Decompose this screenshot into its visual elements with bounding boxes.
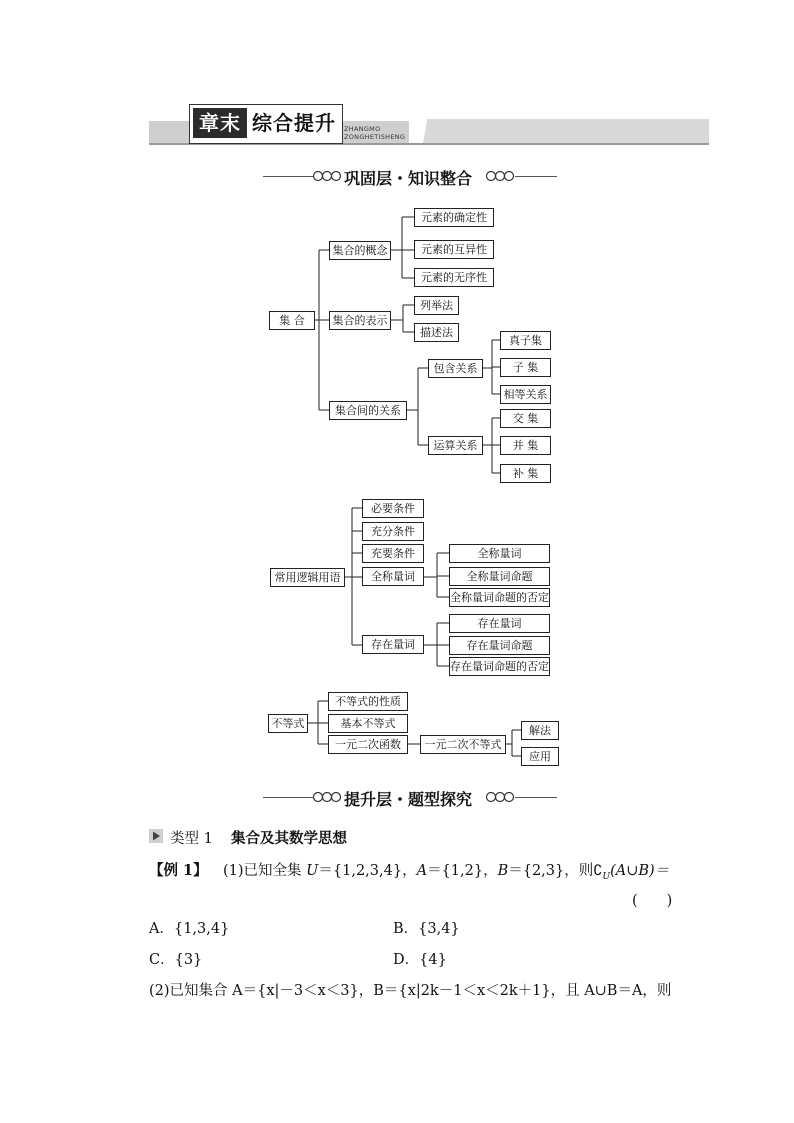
node-necessary-condition: 必要条件 [362, 499, 424, 518]
node-complement: 补 集 [500, 464, 551, 483]
section-rule-right [515, 797, 557, 798]
section-title-explore: 提升层・题型探究 [344, 790, 473, 809]
node-sufficient-condition: 充分条件 [362, 522, 424, 541]
node-intersection: 交 集 [500, 409, 551, 428]
node-listing-method: 列举法 [414, 296, 459, 315]
node-description-method: 描述法 [414, 323, 459, 342]
node-logic-root: 常用逻辑用语 [270, 568, 345, 587]
option-a: A．{1,3,4} [149, 921, 230, 937]
banner-pinyin-1: ZHANGMO [344, 125, 381, 133]
banner-pinyin-2: ZONGHETISHENG [344, 133, 406, 141]
node-equality-relation: 相等关系 [500, 385, 551, 404]
question-2-stem: (2)已知集合 A＝{x|－3＜x＜3}，B＝{x|2k－1＜x＜2k＋1}，且 A∪B＝A，则 [149, 983, 672, 999]
node-quadratic-function: 一元二次函数 [328, 735, 408, 754]
node-subset: 子 集 [500, 358, 551, 377]
answer-parentheses: ( ) [632, 893, 673, 909]
node-application: 应用 [521, 747, 559, 766]
node-set-relations: 集合间的关系 [329, 401, 407, 420]
option-b: B．{3,4} [393, 921, 460, 937]
node-necessary-sufficient-condition: 充要条件 [362, 544, 424, 563]
node-inequality-root: 不等式 [268, 714, 308, 733]
node-universal-proposition: 全称量词命题 [449, 567, 550, 586]
play-triangle-icon [149, 829, 163, 843]
chain-ornament-icon [485, 789, 515, 805]
example-tag: 【例 1】 [149, 862, 208, 879]
node-universal-quantifier-term: 全称量词 [449, 544, 550, 563]
node-quadratic-inequality: 一元二次不等式 [420, 735, 506, 754]
node-universal-quantifier: 全称量词 [362, 567, 424, 586]
node-existential-proposition: 存在量词命题 [449, 636, 550, 655]
node-element-unorderedness: 元素的无序性 [414, 268, 494, 287]
node-solution-method: 解法 [521, 721, 559, 740]
node-sets-root: 集 合 [269, 311, 315, 330]
node-inclusion-relation: 包含关系 [428, 359, 483, 378]
node-set-concept: 集合的概念 [329, 241, 391, 260]
node-basic-inequality: 基本不等式 [328, 714, 408, 733]
node-element-definiteness: 元素的确定性 [414, 208, 494, 227]
node-proper-subset: 真子集 [500, 331, 551, 350]
node-existential-proposition-negation: 存在量词命题的否定 [449, 657, 550, 676]
chain-ornament-icon [312, 789, 342, 805]
node-operation-relation: 运算关系 [428, 436, 483, 455]
node-existential-quantifier: 存在量词 [362, 635, 424, 654]
type-title: 集合及其数学思想 [231, 831, 347, 847]
node-union: 并 集 [500, 436, 551, 455]
node-existential-quantifier-term: 存在量词 [449, 614, 550, 633]
type-label: 类型 1 [170, 831, 213, 847]
node-inequality-properties: 不等式的性质 [328, 692, 408, 711]
section-title-consolidate: 巩固层・知识整合 [344, 169, 473, 188]
option-c: C．{3} [149, 952, 203, 968]
node-set-representation: 集合的表示 [329, 311, 391, 330]
question-1-stem: (1)已知全集 U＝{1,2,3,4}，A＝{1,2}，B＝{2,3}，则$∁_U(A\cup B)=$ [223, 863, 670, 882]
banner-title-dark: 章末 [193, 108, 247, 138]
node-element-distinctness: 元素的互异性 [414, 240, 494, 259]
node-universal-proposition-negation: 全称量词命题的否定 [449, 588, 550, 607]
section-rule-left [263, 797, 313, 798]
option-d: D．{4} [393, 952, 447, 968]
banner-title-light: 综合提升 [252, 111, 336, 135]
